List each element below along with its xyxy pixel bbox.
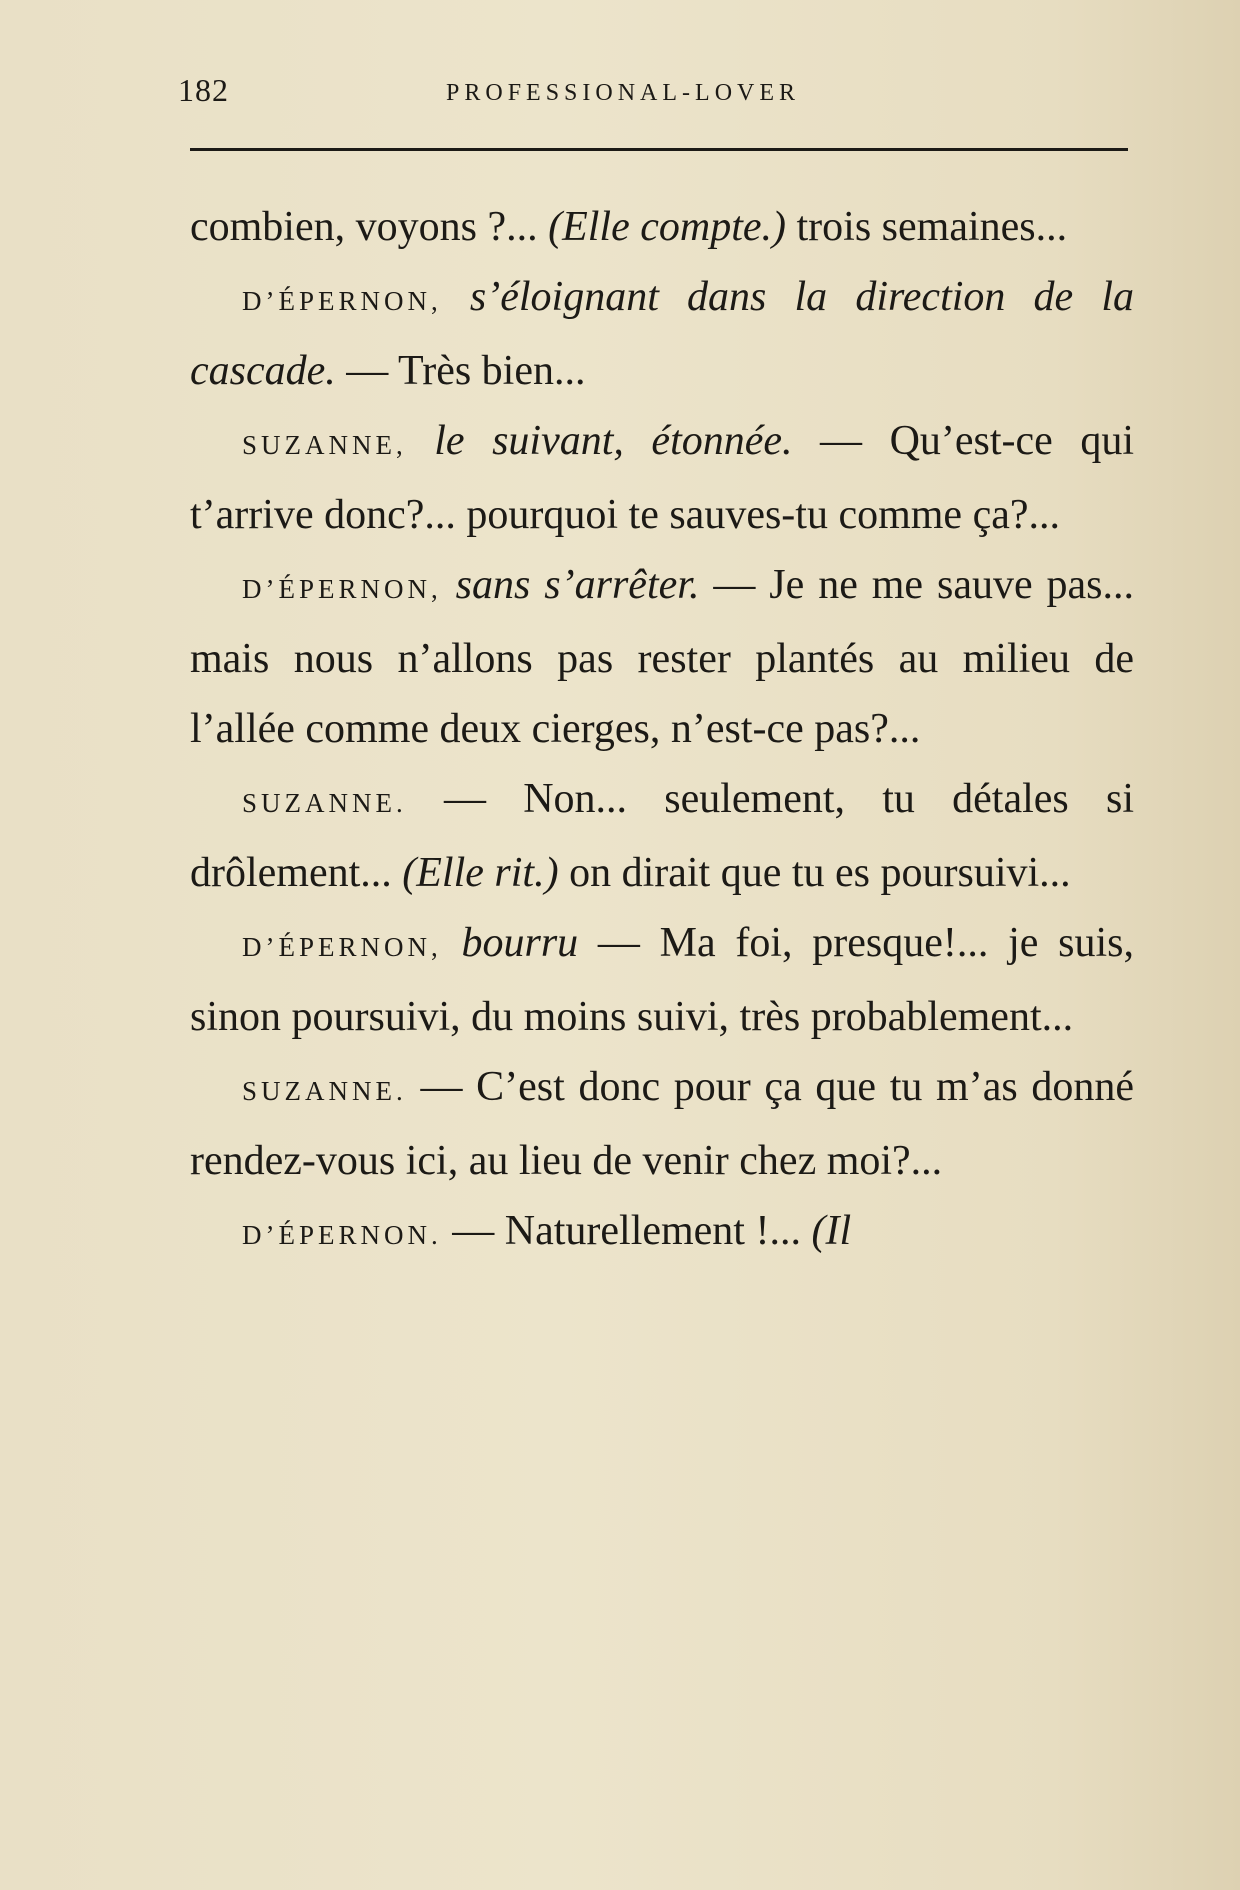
- paragraph-dialogue: [190, 908, 1134, 1052]
- speaker-name: SUZANNE.: [242, 788, 407, 818]
- dialogue-text: — C’est donc pour ça que tu m’as donné rendez-vous ici, au lieu de venir chez moi?...: [190, 1064, 1135, 1184]
- dialogue-text: — Ma foi, presque!... je suis, sinon poursuivi, du moins suivi, très probablement...: [190, 920, 1134, 1040]
- header-rule: [190, 148, 1128, 151]
- paragraph-dialogue: [190, 1196, 1134, 1270]
- page-text: [190, 192, 1134, 1270]
- speaker-name: SUZANNE.: [242, 1076, 407, 1106]
- dialogue-text: on dirait que tu es poursuivi...: [558, 850, 1071, 896]
- paragraph-dialogue: [190, 1052, 1134, 1196]
- stage-direction: sans s’arrêter.: [455, 562, 700, 608]
- dialogue-text: — Très bien...: [346, 348, 586, 394]
- stage-direction: le suivant, étonnée.: [434, 418, 793, 464]
- stage-direction: (Elle rit.): [402, 850, 559, 896]
- dialogue-text: — Qu’est-ce qui t’arrive donc?... pourquoi te sauves-tu comme ça?...: [190, 418, 1134, 538]
- speaker-name: D’ÉPERNON,: [242, 286, 442, 316]
- page-number: 182: [178, 72, 229, 108]
- stage-direction: s’éloignant dans la direction de la cascade.: [190, 274, 1135, 394]
- paragraph-dialogue: [190, 262, 1134, 406]
- dialogue-text: — Naturellement !...: [452, 1208, 812, 1254]
- speaker-name: D’ÉPERNON.: [242, 1220, 442, 1250]
- paragraph-dialogue: [190, 406, 1134, 550]
- dialogue-text: — Je ne me sauve pas... mais nous n’allons pas rester plantés au milieu de l’allée comme deux cierges, n’est-ce pas?...: [190, 562, 1135, 752]
- stage-direction: bourru: [461, 920, 579, 966]
- paragraph-dialogue: [190, 764, 1134, 908]
- dialogue-text: — Non... seulement, tu détales si drôlement...: [190, 776, 1135, 896]
- running-title: PROFESSIONAL-LOVER: [446, 80, 801, 106]
- speaker-name: SUZANNE,: [242, 430, 407, 460]
- speaker-name: D’ÉPERNON,: [242, 932, 442, 962]
- paragraph-dialogue: [190, 550, 1134, 764]
- stage-direction: (Elle compte.): [548, 204, 786, 250]
- stage-direction: (Il: [811, 1208, 852, 1254]
- page-header: [178, 72, 1128, 122]
- paragraph-continuation: combien, voyons ?... (Elle compte.) trois semaines...: [190, 204, 1068, 250]
- speaker-name: D’ÉPERNON,: [242, 574, 442, 604]
